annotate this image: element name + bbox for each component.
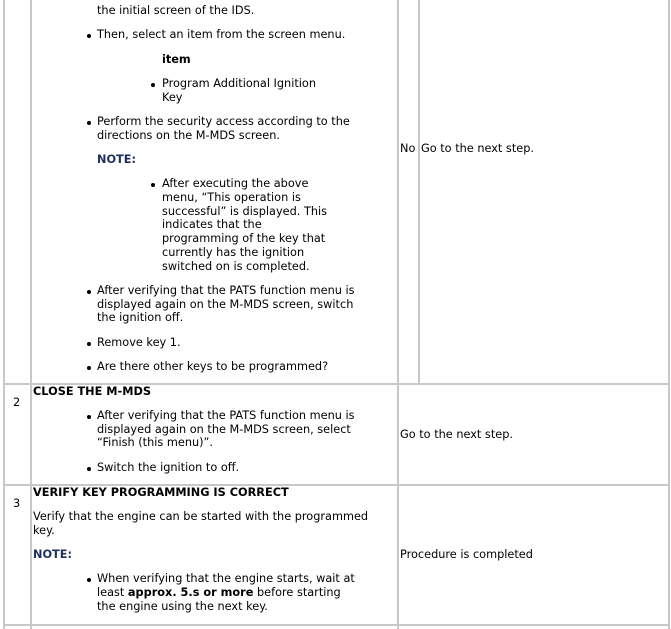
note-line3: the engine using the next key. (97, 600, 268, 613)
bullet-icon (87, 121, 91, 125)
close-bullet-line: “Finish (this menu)”. (97, 436, 213, 449)
select-item-text: Then, select an item from the screen menu. (97, 28, 346, 41)
bullet-icon (151, 83, 155, 87)
column-divider-answer (418, 0, 420, 384)
note-line: successful” is displayed. This (162, 205, 328, 218)
note-line2-pre: least (97, 586, 128, 599)
bullet-icon (87, 578, 91, 582)
item-value-line1: Program Additional Ignition (162, 77, 316, 90)
verify-pats-line: displayed again on the M-MDS screen, switch (97, 298, 354, 311)
security-line1: Perform the security access according to the (97, 115, 350, 128)
table-border-bottom (3, 624, 670, 626)
table-border-right (668, 0, 670, 629)
note-label: NOTE: (97, 153, 136, 166)
step-title: CLOSE THE M-MDS (33, 385, 151, 398)
bullet-icon (151, 183, 155, 187)
close-bullet-line: After verifying that the PATS function menu is (97, 409, 355, 422)
verify-text-line1: Verify that the engine can be started with the programmed (33, 510, 369, 523)
step-number: 2 (13, 396, 21, 409)
bullet-icon (87, 467, 91, 471)
bullet-icon (87, 290, 91, 294)
column-divider-step (30, 0, 32, 629)
note-line: currently has the ignition (162, 246, 305, 259)
bullet-icon (87, 415, 91, 419)
bullet-icon (87, 366, 91, 370)
switch-ignition-text: Switch the ignition to off. (97, 461, 240, 474)
verify-text-line2: key. (33, 524, 55, 537)
question-text: Are there other keys to be programmed? (97, 360, 329, 373)
initial-screen-text: the initial screen of the IDS. (97, 4, 255, 17)
step-result: Procedure is completed (400, 548, 533, 561)
item-heading: item (162, 53, 191, 66)
note-line2 (97, 586, 341, 600)
note-line2-bold: approx. 5.s or more (127, 586, 254, 599)
table-border-left (3, 0, 5, 629)
note-label: NOTE: (33, 548, 72, 561)
note-line: programming of the key that (162, 232, 326, 245)
step-result: Go to the next step. (400, 428, 513, 441)
verify-pats-line: After verifying that the PATS function menu is (97, 284, 355, 297)
note-line: menu, “This operation is (162, 191, 301, 204)
note-line1: When verifying that the engine starts, wait at (97, 572, 355, 585)
note-line: After executing the above (162, 177, 309, 190)
bullet-icon (87, 34, 91, 38)
close-bullet-line: displayed again on the M-MDS screen, select (97, 423, 351, 436)
verify-pats-line: the ignition off. (97, 311, 184, 324)
answer-no: No (400, 142, 416, 155)
column-divider-result (397, 0, 399, 629)
note-line2-post: before starting (253, 586, 341, 599)
remove-key-text: Remove key 1. (97, 336, 181, 349)
answer-action: Go to the next step. (421, 142, 534, 155)
step-number: 3 (13, 497, 21, 510)
security-line2: directions on the M-MDS screen. (97, 129, 280, 142)
step-title: VERIFY KEY PROGRAMMING IS CORRECT (33, 486, 289, 499)
note-line: indicates that the (162, 218, 262, 231)
note-line: switched on is completed. (162, 260, 310, 273)
bullet-icon (87, 342, 91, 346)
item-value-line2: Key (162, 91, 183, 104)
